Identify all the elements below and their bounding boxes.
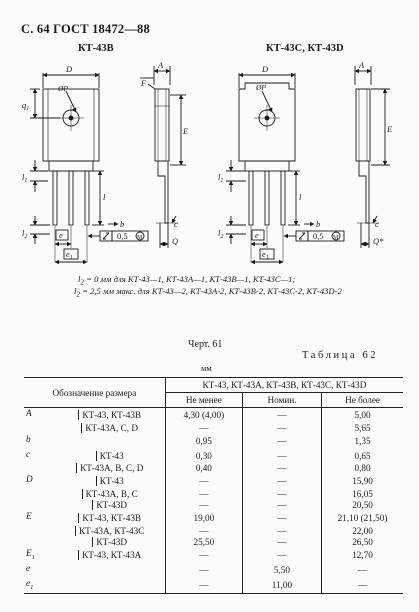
cell-min: — (165, 474, 242, 489)
cell-type: КТ-43 (55, 449, 166, 464)
cell-type (55, 578, 166, 593)
table-row (24, 423, 403, 434)
dim-E-right: E (387, 124, 393, 134)
tol-value-left: 0,5 (117, 231, 128, 241)
cell-nom: — (242, 474, 321, 489)
cell-max: 22,00 (322, 526, 403, 537)
dim-phiP-left: ØP (58, 84, 68, 93)
cell-symbol (24, 537, 55, 548)
dim-A-left: A (158, 60, 164, 70)
cell-symbol: A (26, 408, 32, 418)
cell-nom: 11,00 (242, 578, 321, 593)
table-body (24, 408, 403, 594)
unit-label: мм (201, 363, 212, 373)
dim-E-left: E (183, 126, 189, 136)
cell-symbol: D (26, 474, 33, 485)
cell-max: 21,10 (21,50) (322, 511, 403, 526)
dim-l-left: l (103, 192, 106, 202)
cell-max: 5,00 (322, 408, 403, 423)
table-row (24, 537, 403, 548)
dim-b-right: b (316, 219, 321, 229)
cell-symbol (24, 526, 55, 537)
cell-max: 16,05 (322, 489, 403, 500)
cell-type: КТ-43А, С, D (55, 423, 166, 434)
dim-e1-left: $e_1$ (66, 249, 73, 261)
figure-left-title: КТ-43В (78, 43, 114, 54)
cell-nom: — (242, 548, 321, 563)
cell-min: — (165, 500, 242, 511)
left-side-view (140, 60, 189, 248)
cell-nom: — (242, 434, 321, 449)
cell-max: 15,90 (322, 474, 403, 489)
dim-A-right: A (359, 60, 365, 70)
dim-b-left: b (120, 219, 125, 229)
tol-M-right: M (333, 235, 339, 241)
table-row (24, 548, 403, 563)
cell-max: 5,65 (322, 423, 403, 434)
cell-min: — (165, 563, 242, 578)
figure-right-title: КТ-43С, КТ-43D (266, 43, 344, 54)
table-row (24, 489, 403, 500)
cell-min: 0,40 (165, 463, 242, 474)
cell-min: 25,50 (165, 537, 242, 548)
cell-symbol: b (26, 433, 31, 444)
cell-min: 0,30 (165, 449, 242, 464)
header-min: Не менее (165, 393, 242, 408)
cell-nom: — (242, 537, 321, 548)
dim-D-right: D (262, 64, 269, 74)
cell-type: КТ-43А, В, С, D (55, 463, 166, 474)
table-label: Таблица 62 (302, 350, 379, 361)
cell-min: — (165, 548, 242, 563)
cell-max: 0,80 (322, 463, 403, 474)
dim-e-right: e (255, 230, 259, 240)
cell-nom: — (242, 423, 321, 434)
dim-Q-star: Q* (373, 236, 384, 246)
table-row (24, 434, 403, 449)
cell-type (55, 434, 166, 449)
header-types: КТ-43, КТ-43А, КТ-43В, КТ-43С, КТ-43D (165, 378, 403, 393)
table-row (24, 474, 403, 489)
cell-min: 19,00 (165, 511, 242, 526)
cell-min: — (165, 423, 242, 434)
header-designation: Обозначение размера (24, 378, 165, 408)
table-row (24, 511, 403, 526)
right-front-view (218, 64, 344, 262)
header-max: Не более (322, 393, 403, 408)
cell-max: 0,65 (322, 449, 403, 464)
dim-phiP-right: ØP (256, 83, 266, 92)
cell-type: КТ-43, КТ-43В (55, 408, 166, 423)
dimensions-table (24, 377, 403, 594)
dim-c-right: c (375, 219, 379, 229)
dim-q1: $q_1$ (22, 100, 30, 112)
cell-max: 1,35 (322, 434, 403, 449)
figure-caption: Черт. 61 (188, 339, 223, 350)
cell-symbol: c (26, 448, 31, 459)
cell-type: КТ-43 (55, 474, 166, 489)
cell-max: 20,50 (322, 500, 403, 511)
cell-nom: — (242, 526, 321, 537)
cell-max: 12,70 (322, 548, 403, 563)
cell-min: — (165, 578, 242, 593)
cell-symbol: $E_1$ (26, 548, 35, 561)
note-l2-max: $l_2 = 2,5$ мм макс. для КТ-43—2, КТ-43А-2, КТ-43В-2, КТ-43С-2, КТ-43D-2 (74, 286, 342, 299)
cell-nom: — (242, 511, 321, 526)
dim-l2-left: $l_2$ (22, 228, 28, 240)
cell-type: КТ-43А, В, С (55, 489, 166, 500)
note-l2-zero: $l_2 = 0$ мм для КТ-43—1, КТ-43А—1, КТ-43В—1, КТ-43С—1; (78, 274, 296, 287)
cell-symbol: $e_1$ (24, 578, 55, 593)
cell-type (55, 563, 166, 578)
left-front-view (22, 64, 148, 262)
dim-D: D (66, 64, 73, 74)
dim-F: F (141, 78, 147, 88)
cell-symbol: e (26, 562, 31, 573)
cell-type: КТ-43D (55, 537, 166, 548)
dim-e1-right: $e_1$ (262, 249, 269, 261)
table-row (24, 408, 403, 423)
cell-max: — (322, 563, 403, 578)
cell-min: 4,30 (4,00) (165, 408, 242, 423)
cell-type: КТ-43, КТ-43В (55, 511, 166, 526)
table-row (24, 463, 403, 474)
cell-min: — (165, 489, 242, 500)
tol-M-left: M (137, 235, 143, 241)
cell-nom: — (242, 463, 321, 474)
cell-nom: — (242, 408, 321, 423)
table-row (24, 578, 403, 593)
cell-symbol (24, 463, 55, 474)
cell-symbol (24, 489, 55, 500)
cell-symbol (24, 500, 55, 511)
cell-type: КТ-43, КТ-43А (55, 548, 166, 563)
dim-l2-right: $l_2$ (218, 228, 224, 240)
cell-symbol: E (26, 511, 32, 522)
cell-type: КТ-43А, КТ-43С (55, 526, 166, 537)
table-row (24, 563, 403, 578)
cell-max: — (322, 578, 403, 593)
table-row (24, 526, 403, 537)
right-side-view (355, 60, 393, 248)
page-header: С. 64 ГОСТ 18472—88 (21, 22, 150, 36)
table-row (24, 449, 403, 464)
dim-c-left: c (174, 219, 178, 229)
dim-l1-right: $l_1$ (218, 172, 224, 184)
cell-nom: 5,50 (242, 563, 321, 578)
cell-type: КТ-43D (55, 500, 166, 511)
header-nom: Номин. (242, 393, 321, 408)
cell-max: 26,50 (322, 537, 403, 548)
technical-drawing (0, 0, 419, 300)
dim-l1-left: $l_1$ (22, 172, 28, 184)
table-row (24, 500, 403, 511)
cell-symbol (24, 423, 55, 434)
cell-nom: — (242, 500, 321, 511)
dim-Q-left: Q (172, 236, 179, 246)
cell-min: 0,95 (165, 434, 242, 449)
cell-min: — (165, 526, 242, 537)
cell-nom: — (242, 489, 321, 500)
dim-l-right: l (299, 192, 302, 202)
tol-value-right: 0,5 (313, 231, 324, 241)
cell-nom: — (242, 449, 321, 464)
dim-e-left: e (59, 230, 63, 240)
